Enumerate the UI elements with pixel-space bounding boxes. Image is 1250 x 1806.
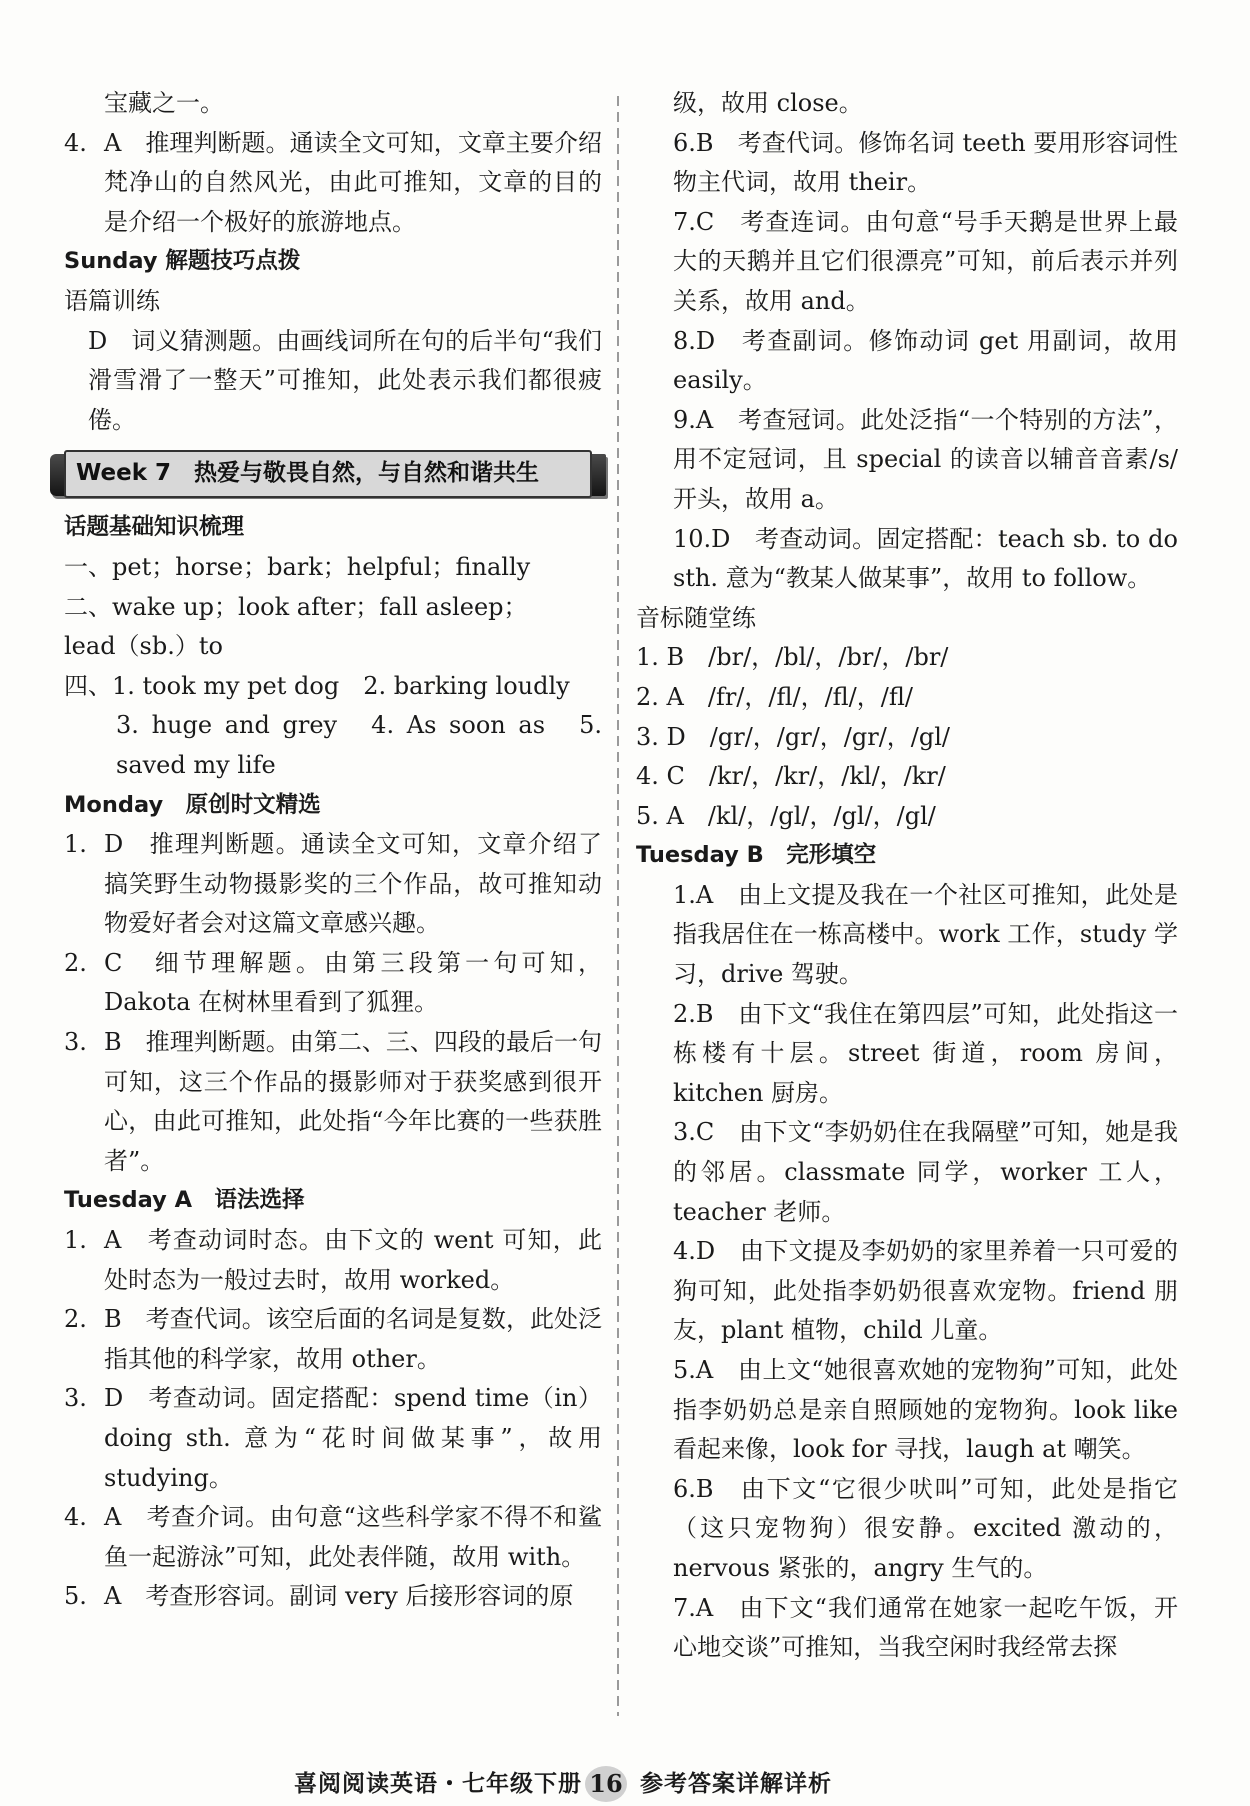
answer-item: 2. B 考查代词。该空后面的名词是复数，此处泛指其他的科学家，故用 other。 xyxy=(64,1305,602,1373)
answer-item: 2. C 细节理解题。由第三段第一句可知，Dakota 在树林里看到了狐狸。 xyxy=(64,948,602,1017)
phonetic-answer: 5. A /kl/，/gl/，/gl/，/gl/ xyxy=(636,801,936,830)
answer-item: 1. D 推理判断题。通读全文可知，文章介绍了搞笑野生动物摄影奖的三个作品，故可推知动物爱好者会对这篇文章感兴趣。 xyxy=(64,830,602,938)
section-heading: Monday 原创时文精选 xyxy=(64,791,321,818)
left-column xyxy=(64,84,602,1617)
answer-item: 9.A 考查冠词。此处泛指“一个特别的方法”，用不定冠词，且 special 的读音以辅音音素/s/开头，故用 a。 xyxy=(673,405,1178,513)
book-title: 喜阅阅读英语・七年级下册 xyxy=(294,1770,582,1797)
section-heading: 话题基础知识梳理 xyxy=(64,514,245,541)
footer-section-title: 参考答案详解详析 xyxy=(640,1770,832,1797)
answer-line: 3. huge and grey 4. As soon as 5. saved my life xyxy=(116,711,602,779)
answer-item: 3.C 由下文“李奶奶住在我隔壁”可知，她是我的邻居。classmate 同学，worker 工人，teacher 老师。 xyxy=(673,1118,1178,1226)
answer-line: 二、wake up；look after；fall asleep； xyxy=(64,592,528,621)
section-heading: Sunday 解题技巧点拨 xyxy=(64,248,301,275)
answer-item: 8.D 考查副词。修饰动词 get 用副词，故用 easily。 xyxy=(673,326,1178,395)
subsection-label: 音标随堂练 xyxy=(636,603,756,632)
answer-item: 1.A 由上文提及我在一个社区可推知，此处是指我居住在一栋高楼中。work 工作，study 学习，drive 驾驶。 xyxy=(673,880,1178,989)
right-column xyxy=(636,84,1178,1668)
phonetic-answer: 2. A /fr/，/fl/，/fl/，/fl/ xyxy=(636,682,913,711)
phonetic-answer: 3. D /gr/，/gr/，/gr/，/gl/ xyxy=(636,722,951,751)
section-heading: Tuesday A 语法选择 xyxy=(64,1187,305,1214)
answer-line: 一、pet；horse；bark；helpful；finally xyxy=(64,552,531,581)
column-divider xyxy=(617,96,619,1716)
answer-item: 10.D 考查动词。固定搭配：teach sb. to do sth. 意为“教某人做某事”，故用 to follow。 xyxy=(673,524,1178,593)
answer-item: 3. B 推理判断题。由第二、三、四段的最后一句可知，这三个作品的摄影师对于获奖感到很开心，由此可推知，此处指“今年比赛的一些获胜者”。 xyxy=(64,1028,602,1175)
answer-item: 1. A 考查动词时态。由下文的 went 可知，此处时态为一般过去时，故用 worked。 xyxy=(64,1226,602,1294)
answer-item: 5. A 考查形容词。副词 very 后接形容词的原 xyxy=(64,1582,574,1611)
answer-line: 四、1. took my pet dog 2. barking loudly xyxy=(64,671,570,700)
answer-item: 6.B 考查代词。修饰名词 teeth 要用形容词性物主代词，故用 their。 xyxy=(673,128,1178,197)
answer-item: 2.B 由下文“我住在第四层”可知，此处指这一栋楼有十层。street 街道，room 房间，kitchen 厨房。 xyxy=(673,999,1178,1107)
answer-item: 7.A 由下文“我们通常在她家一起吃午饭，开心地交谈”可推知，当我空闲时我经常去探 xyxy=(673,1593,1178,1662)
answer-line: lead（sb.）to xyxy=(64,632,223,661)
phonetic-answer: 4. C /kr/，/kr/，/kl/，/kr/ xyxy=(636,762,946,791)
answer-text: D 词义猜测题。由画线词所在句的后半句“我们滑雪滑了一整天”可推知，此处表示我们都很疲倦。 xyxy=(88,326,602,434)
answer-item: 6.B 由下文“它很少吠叫”可知，此处是指它（这只宠物狗）很安静。excited 激动的，nervous 紧张的，angry 生气的。 xyxy=(673,1474,1178,1582)
week-banner xyxy=(50,448,610,502)
answer-item: 5.A 由上文“她很喜欢她的宠物狗”可知，此处指李奶奶总是亲自照顾她的宠物狗。look like 看起来像，look for 寻找，laugh at 嘲笑。 xyxy=(673,1356,1178,1464)
answer-item: 4. A 考查介词。由句意“这些科学家不得不和鲨鱼一起游泳”可知，此处表伴随，故用 with。 xyxy=(64,1503,602,1571)
answer-item: 3. D 考查动词。固定搭配：spend time（in）doing sth. 意为“花时间做某事”，故用 studying。 xyxy=(64,1384,602,1492)
subsection-label: 语篇训练 xyxy=(64,286,160,315)
answer-item: 7.C 考查连词。由句意“号手天鹅是世界上最大的天鹅并且它们很漂亮”可知，前后表示并列关系，故用 and。 xyxy=(673,207,1178,315)
section-heading: Tuesday B 完形填空 xyxy=(636,842,877,869)
answer-item: 4.D 由下文提及李奶奶的家里养着一只可爱的狗可知，此处指李奶奶很喜欢宠物。friend 朋友，plant 植物，child 儿童。 xyxy=(673,1237,1178,1345)
page-number: 16 xyxy=(585,1766,627,1802)
week-banner-title: Week 7 热爱与敬畏自然，与自然和谐共生 xyxy=(76,460,540,487)
answer-text: 级，故用 close。 xyxy=(673,89,863,117)
answer-item: 4. A 推理判断题。通读全文可知，文章主要介绍梵净山的自然风光，由此可推知，文章的目的是介绍一个极好的旅游地点。 xyxy=(64,128,602,236)
answer-text: 宝藏之一。 xyxy=(104,89,224,117)
phonetic-answer: 1. B /br/，/bl/，/br/，/br/ xyxy=(636,643,949,672)
page-footer xyxy=(0,1766,1250,1806)
